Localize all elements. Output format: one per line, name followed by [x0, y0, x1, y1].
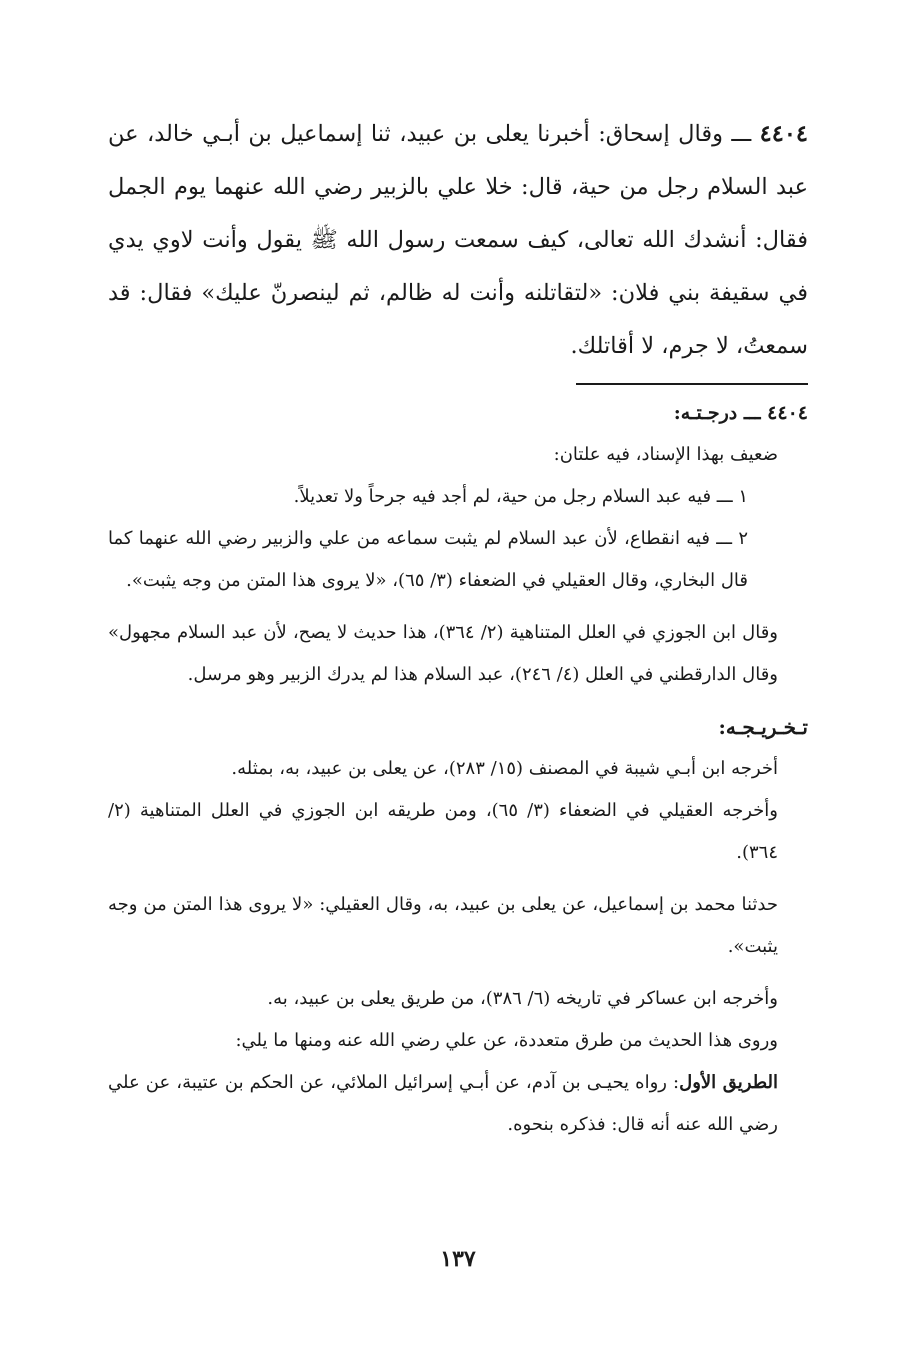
- first-path-text: : رواه يحيـى بن آدم، عن أبـي إسرائيل الملائي، عن الحكم بن عتيبة، عن علي رضي الله عنه أنه قال: فذكره بنحوه.: [108, 1072, 778, 1135]
- takhrij-paragraph-2: وأخرجه العقيلي في الضعفاء (٣/ ٦٥)، ومن طريقه ابن الجوزي في العلل المتناهية (٢/ ٣٦٤).: [108, 800, 778, 863]
- hadith-body: ـــ وقال إسحاق: أخبرنا يعلى بن عبيد، ثنا إسماعيل بن أبـي خالد، عن عبد السلام رجل من حية، قال: خلا علي بالزبير رضي الله عنهما يوم الجمل فقال: أنشدك الله تعالى، كيف سمعت رسول الله ﷺ يقول وأنت لاوي يدي في سقيفة بني فلان: «لتقاتلنه وأنت له ظالم، ثم لينصرنّ عليك» فقال: قد سمعتُ، لا جرم، لا أقاتلك.: [108, 121, 808, 359]
- grade-intro: ضعيف بهذا الإسناد، فيه علتان:: [553, 444, 778, 465]
- hadith-paragraph: [108, 108, 808, 373]
- takhrij-paragraph-4: وأخرجه ابن عساكر في تاريخه (٦/ ٣٨٦)، من طريق يعلى بن عبيد، به.: [267, 988, 778, 1009]
- grade-heading: ٤٤٠٤ ـــ درجـتـه:: [673, 402, 808, 424]
- hadith-main-text: [108, 108, 808, 373]
- grade-reason-1: ١ ـــ فيه عبد السلام رجل من حية، لم أجد فيه جرحاً ولا تعديلاً.: [293, 486, 748, 507]
- page-number: ١٣٧: [440, 1246, 476, 1272]
- takhrij-paragraph-1: أخرجه ابن أبـي شيبة في المصنف (١٥/ ٢٨٣)، عن يعلى بن عبيد، به، بمثله.: [231, 758, 778, 779]
- grade-reason-2: ٢ ـــ فيه انقطاع، لأن عبد السلام لم يثبت سماعه من علي والزبير رضي الله عنهما كما قال البخاري، وقال العقيلي في الضعفاء (٣/ ٦٥)، «لا يروى هذا المتن من وجه يثبت».: [108, 528, 748, 591]
- footnote-separator: [576, 383, 808, 385]
- takhrij-paragraph-5: وروى هذا الحديث من طرق متعددة، عن علي رضي الله عنه ومنها ما يلي:: [235, 1030, 778, 1051]
- takhrij-heading: تـخـريـجـه:: [718, 715, 808, 739]
- takhrij-paragraph-3: حدثنا محمد بن إسماعيل، عن يعلى بن عبيد، به، وقال العقيلي: «لا يروى هذا المتن من وجه يثبت».: [108, 894, 778, 957]
- hadith-number: ٤٤٠٤: [759, 121, 808, 147]
- first-path-paragraph: [108, 1062, 808, 1146]
- ibn-jawzi-paragraph: وقال ابن الجوزي في العلل المتناهية (٢/ ٣٦٤)، هذا حديث لا يصح، لأن عبد السلام مجهول» وقال الدارقطني في العلل (٤/ ٢٤٦)، عبد السلام هذا لم يدرك الزبير وهو مرسل.: [108, 622, 778, 685]
- first-path-label: الطريق الأول: [679, 1072, 778, 1093]
- commentary: [108, 392, 808, 1146]
